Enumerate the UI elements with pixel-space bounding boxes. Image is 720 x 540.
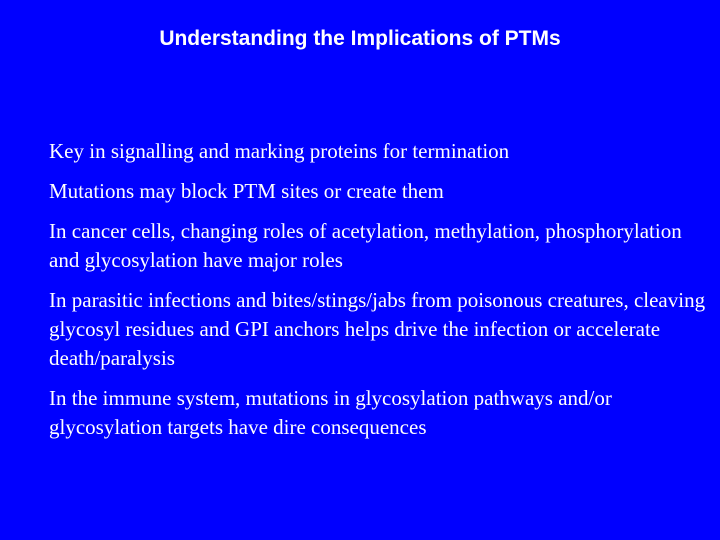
bullet-item: Key in signalling and marking proteins for termination: [49, 139, 510, 163]
slide-title: Understanding the Implications of PTMs: [159, 27, 561, 50]
bullet-item: In cancer cells, changing roles of acetylation, methylation, phosphorylation and glycosylation have major roles: [49, 219, 682, 272]
bullet-item: In parasitic infections and bites/stings/jabs from poisonous creatures, cleaving glycosyl residues and GPI anchors helps drive the infection or accelerate death/paralysis: [49, 288, 706, 370]
bullet-list: [49, 137, 709, 453]
bullet-item: In the immune system, mutations in glycosylation pathways and/or glycosylation targets have dire consequences: [49, 386, 612, 439]
bullet-item: Mutations may block PTM sites or create them: [49, 179, 444, 203]
